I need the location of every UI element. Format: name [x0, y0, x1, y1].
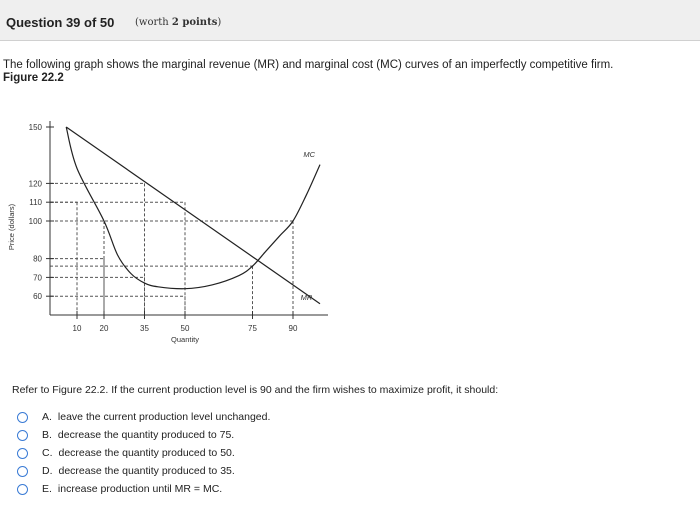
x-tick-label: 35 [140, 324, 149, 333]
radio-button[interactable] [17, 412, 28, 423]
x-axis-label: Quantity [171, 335, 199, 344]
mr-curve-label: MR [300, 292, 313, 302]
question-prompt: Refer to Figure 22.2. If the current production level is 90 and the firm wishes to maximize profit, it should: [12, 384, 499, 396]
y-axis-label: Price (dollars) [7, 203, 16, 251]
x-tick-label: 75 [248, 324, 257, 333]
answer-options [17, 408, 270, 498]
points-prefix: (worth [135, 17, 172, 28]
intro-text: The following graph shows the marginal revenue (MR) and marginal cost (MC) curves of an imperfectly competitive firm. [3, 59, 614, 71]
option-letter: B. [42, 429, 52, 441]
y-tick-label: 110 [29, 198, 42, 208]
answer-option[interactable] [17, 462, 270, 480]
answer-option[interactable] [17, 444, 270, 462]
radio-button[interactable] [17, 448, 28, 459]
option-text: decrease the quantity produced to 35. [58, 465, 235, 477]
x-tick-label: 50 [180, 324, 190, 333]
y-tick-label: 100 [28, 217, 42, 226]
answer-option[interactable] [17, 426, 270, 444]
x-tick-label: 90 [288, 324, 298, 333]
radio-button[interactable] [17, 484, 28, 495]
mc-curve-label: MC [303, 150, 316, 160]
answer-option[interactable] [17, 480, 270, 498]
answer-option[interactable] [17, 408, 270, 426]
radio-button[interactable] [17, 466, 28, 477]
figure-label: Figure 22.2 [3, 72, 64, 84]
option-text: decrease the quantity produced to 50. [58, 447, 235, 459]
option-text: increase production until MR = MC. [57, 483, 223, 495]
y-tick-label: 80 [33, 254, 42, 264]
y-tick-label: 60 [33, 292, 42, 302]
x-tick-label: 20 [99, 324, 109, 333]
figure-chart [0, 105, 340, 375]
y-tick-label: 150 [28, 123, 42, 132]
option-letter: C. [42, 447, 53, 459]
radio-button[interactable] [17, 430, 28, 441]
y-tick-label: 70 [33, 273, 42, 283]
y-tick-label: 120 [28, 179, 42, 189]
question-header [0, 0, 700, 41]
question-title: Question 39 of 50 [6, 15, 115, 30]
option-text: decrease the quantity produced to 75. [57, 429, 235, 441]
option-letter: D. [42, 465, 53, 477]
option-letter: A. [42, 411, 52, 423]
points-suffix: ) [217, 17, 222, 28]
option-text: leave the current production level unchanged. [57, 411, 271, 423]
x-tick-label: 10 [72, 324, 82, 333]
points-label [135, 17, 221, 28]
points-value: 2 points [171, 17, 218, 28]
option-letter: E. [42, 483, 52, 495]
